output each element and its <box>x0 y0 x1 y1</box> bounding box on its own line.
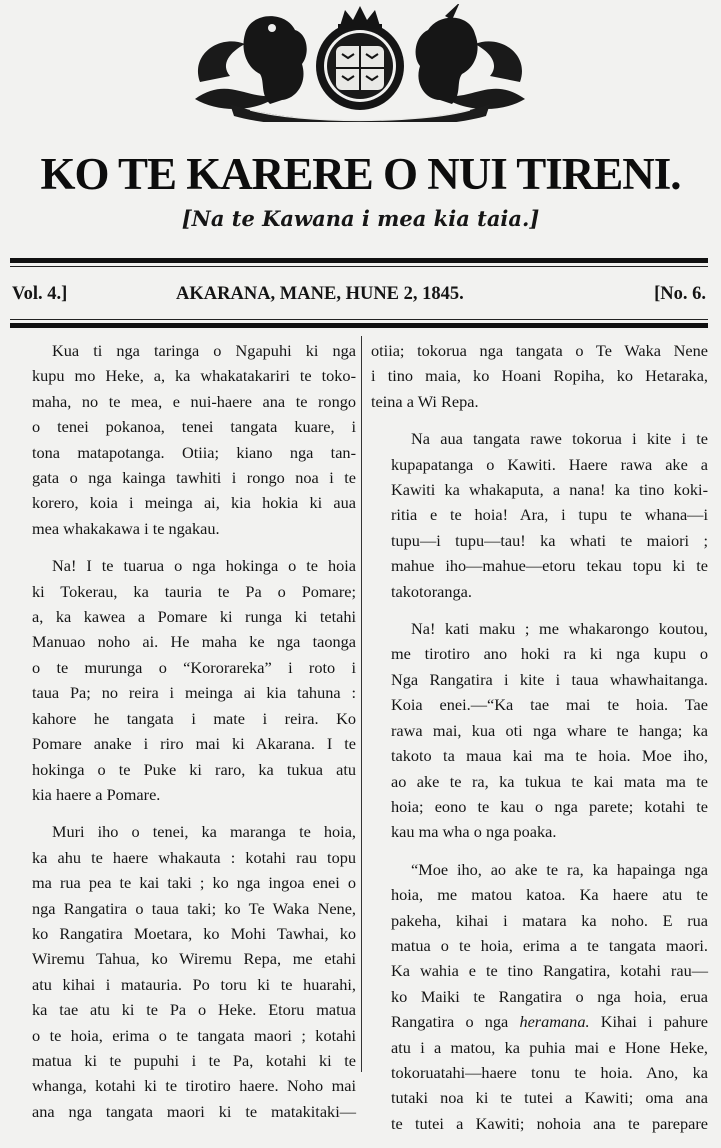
text-line: kau ma wha o nga poaka. <box>391 822 557 842</box>
text-line: Ka wahia e te tino Rangatira, kotahi rau— <box>391 961 708 981</box>
left-column <box>12 338 356 1136</box>
text-line: mea whakakawa i te ngakau. <box>32 518 220 538</box>
header-rule-bottom <box>10 323 708 328</box>
text-line: Na aua tangata rawe tokorua i kite i te <box>411 429 708 449</box>
text-line: i tino maia, ko Hoani Ropiha, ko Hetaraka, <box>371 366 708 386</box>
text-line: kupu mo Heke, a, ka whakatakariri te toko- <box>32 366 356 386</box>
text-line: o tenei pokanoa, tenei tangata kuare, i <box>32 417 356 437</box>
volume-label: Vol. 4.] <box>12 284 68 304</box>
text-line: ritia e te hoia! Ara, i tupu te whana—i <box>391 505 708 525</box>
text-line: kia haere a Pomare. <box>32 784 161 804</box>
text-segment: Rangatira o nga <box>391 1012 509 1032</box>
paragraph <box>371 338 708 414</box>
text-line: ao ake te ra, ka tukua te kai mata ma te <box>391 771 708 791</box>
text-line: maha, no te mea, e nui-haere ana te rongo <box>32 391 356 411</box>
text-line: kupapatanga o Kawiti. Haere rawa ake a <box>391 454 708 474</box>
masthead-title: KO TE KARERE O NUI TIRENI. <box>40 149 681 199</box>
text-line: atu i a matou, ka puhia mai e Hone Heke, <box>391 1037 708 1057</box>
text-line: a, ka kawea a Pomare ki runga ki tetahi <box>32 607 356 627</box>
text-line: hoia; eono te kau o nga parete; kotahi te <box>391 796 708 816</box>
text-line: ma rua pea te kai taki ; ko nga ingoa enei o <box>32 873 356 893</box>
paragraph <box>12 338 356 541</box>
right-column <box>371 338 708 1148</box>
text-line: tona matapotanga. Otiia; kiano nga tan- <box>32 442 356 462</box>
text-line: taua Pa; no reira i meinga ai kia tahuna : <box>32 683 356 703</box>
masthead-subtitle: [Na te Kawana i mea kia taia.] <box>181 206 540 231</box>
text-line: ka ahu te haere whakauta : kotahi rau topu <box>32 847 356 867</box>
text-line: Pomare anake i riro mai ki Akarana. I te <box>32 734 356 754</box>
paragraph <box>371 857 708 1136</box>
text-line: mahue iho—mahue—etoru tekau topu ki te <box>391 556 708 576</box>
text-line: ko Rangatira Moetara, ko Mohi Tawhai, ko <box>32 923 356 943</box>
text-line: tutaki noa ki te tutei a Kawiti; oma ana <box>391 1088 708 1108</box>
text-line: ana nga tangata maori ki te matakitaki— <box>32 1101 356 1121</box>
paragraph <box>371 616 708 845</box>
text-line: otiia; tokorua nga tangata o Te Waka Nene <box>371 341 708 360</box>
text-line: nga Rangatira o taua taki; ko Te Waka Nene, <box>32 898 356 918</box>
text-line: Kawiti ka whakaputa, a nana! ka tino koki- <box>391 480 708 500</box>
text-line: Wiremu Tahua, ko Wiremu Repa, me etahi <box>32 949 356 969</box>
text-line: matua o te hoia, erima a te tangata maori. <box>391 935 708 955</box>
text-segment: Kihai i pahure <box>589 1012 709 1032</box>
issue-number: [No. 6. <box>654 284 706 304</box>
paragraph <box>371 426 708 604</box>
text-line: Muri iho o tenei, ka maranga te hoia, <box>52 822 356 842</box>
text-line: Kua ti nga taringa o Ngapuhi ki nga <box>52 341 356 360</box>
text-line: kahore he tangata i mate i reira. Ko <box>32 708 356 728</box>
text-line: gata o nga kainga tawhiti i rongo noa i te <box>32 468 356 488</box>
text-line: Manuao noho ai. He maha ke nga taonga <box>32 632 356 652</box>
italic-word: heramana. <box>519 1012 590 1032</box>
text-line: “Moe iho, ao ake te ra, ka hapainga nga <box>411 859 708 879</box>
header-rule-top <box>10 258 708 263</box>
text-line: Na! kati maku ; me whakarongo koutou, <box>411 619 708 639</box>
royal-coat-of-arms-icon <box>190 4 530 122</box>
text-line: Nga Rangatira i kite i taua whawhaitanga. <box>391 669 708 689</box>
place-date: AKARANA, MANE, HUNE 2, 1845. <box>176 284 464 304</box>
text-line: ko Maiki te Rangatira o nga hoia, erua <box>391 986 708 1006</box>
text-line: teina a Wi Repa. <box>371 391 479 411</box>
text-line: o te murunga o “Kororareka” i roto i <box>32 657 356 677</box>
dateline <box>12 284 706 312</box>
text-line: korero, koia i meinga ai, kia hokia ki aua <box>32 493 356 513</box>
text-line: atu kihai i matauria. Po toru ki te huarahi, <box>32 974 356 994</box>
header-rule-top-thin <box>10 266 708 267</box>
text-line: me tirotiro ano hoki ra ki nga kupu o <box>391 644 708 664</box>
text-line: takotoranga. <box>391 581 472 601</box>
text-line: tupu—i tupu—tau! ka whati te maiori ; <box>391 530 708 550</box>
text-line: tokoruatahi—haere tonu te hoia. Ano, ka <box>391 1062 708 1082</box>
text-line: te tutei a Kawiti; nohoia ana te parepare <box>391 1113 708 1133</box>
text-line: takoto ta maua kai ma te hoia. Moe iho, <box>391 746 708 766</box>
paragraph <box>12 553 356 807</box>
text-line: pakeha, kihai i matara ka noho. E rua <box>391 910 708 930</box>
text-line: matua ki te pupuhi i te Pa, kotahi ki te <box>32 1050 356 1070</box>
text-line: hokinga o te Puke ki raro, ka tukua atu <box>32 759 356 779</box>
text-line: rawa mai, kua oti nga whare te hanga; ka <box>391 720 708 740</box>
paragraph <box>12 819 356 1124</box>
column-divider <box>361 336 362 1072</box>
text-line-mixed <box>371 1009 708 1034</box>
text-line: Na! I te tuarua o nga hokinga o te hoia <box>52 556 356 576</box>
text-line: whanga, kotahi ki te tirotiro haere. Noho mai <box>32 1076 356 1096</box>
text-line: Koia enei.—“Ka tae mai te hoia. Tae <box>391 695 708 715</box>
text-line: ki Tokerau, ka tauria te Pa o Pomare; <box>32 581 356 601</box>
header-rule-bottom-thin <box>10 319 708 320</box>
text-line: ka tae atu ki te Pa o Heke. Etoru matua <box>32 1000 356 1020</box>
text-line: hoia, me matou katoa. Ka haere atu te <box>391 885 708 905</box>
text-line: o te hoia, erima o te tangata maori ; kotahi <box>32 1025 356 1045</box>
